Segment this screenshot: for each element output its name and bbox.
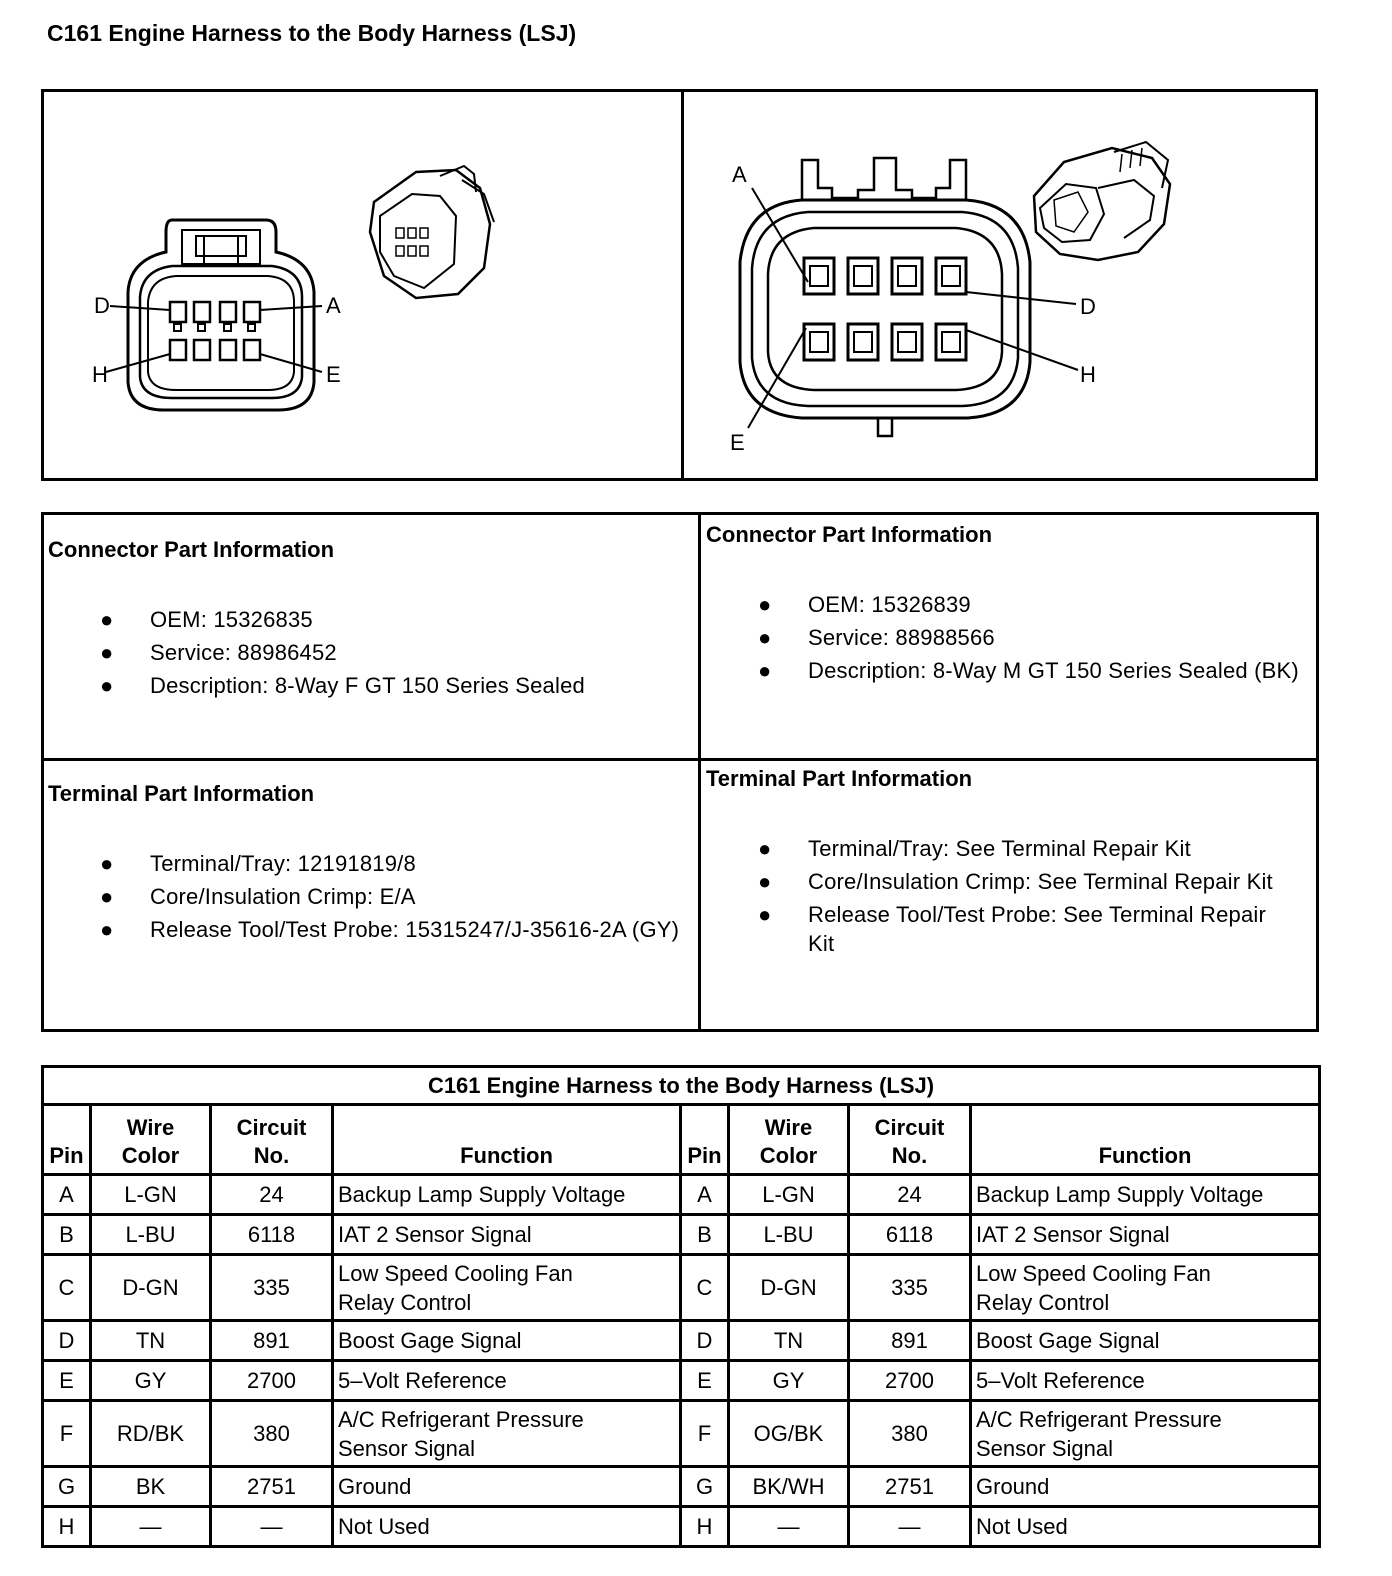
left-pin-label-a: A xyxy=(326,293,341,318)
cell-circuit: 2751 xyxy=(211,1467,333,1507)
cell-function: Not Used xyxy=(971,1507,1320,1547)
cell-wire-color: D-GN xyxy=(91,1255,211,1321)
table-row xyxy=(43,1361,1320,1401)
right-pin-label-e: E xyxy=(730,430,745,455)
cell-pin: B xyxy=(681,1215,729,1255)
cell-circuit: 335 xyxy=(211,1255,333,1321)
cell-function: Low Speed Cooling Fan Relay Control xyxy=(333,1255,681,1321)
left-terminal-release-tool: Release Tool/Test Probe: 15315247/J-35616-2A (GY) xyxy=(150,917,680,942)
list-item xyxy=(706,623,1316,652)
cell-function: Boost Gage Signal xyxy=(333,1321,681,1361)
cell-circuit: 2700 xyxy=(211,1361,333,1401)
cell-circuit: 335 xyxy=(849,1255,971,1321)
cell-wire-color: L-BU xyxy=(729,1215,849,1255)
cell-circuit: — xyxy=(211,1507,333,1547)
header-circuit-right: Circuit No. xyxy=(849,1105,971,1175)
cell-circuit: 380 xyxy=(849,1401,971,1467)
cell-circuit: 6118 xyxy=(211,1215,333,1255)
right-pin-label-d: D xyxy=(1080,294,1096,319)
bullet-icon: ● xyxy=(758,836,772,861)
bullet-icon: ● xyxy=(758,592,772,617)
list-item xyxy=(706,867,1316,896)
right-terminal-heading: Terminal Part Information xyxy=(706,766,973,791)
header-circuit-left: Circuit No. xyxy=(211,1105,333,1175)
table-row xyxy=(43,1321,1320,1361)
female-connector-diagram xyxy=(44,92,680,478)
bullet-icon: ● xyxy=(758,625,772,650)
left-pin-label-h: H xyxy=(92,362,108,387)
table-header-row xyxy=(43,1105,1320,1175)
page-title: C161 Engine Harness to the Body Harness (LSJ) xyxy=(47,20,577,46)
cell-circuit: 24 xyxy=(849,1175,971,1215)
left-terminal-tray: Terminal/Tray: 12191819/8 xyxy=(150,851,416,876)
right-connector-description: Description: 8-Way M GT 150 Series Sealed (BK) xyxy=(808,658,1299,683)
cell-wire-color: L-GN xyxy=(729,1175,849,1215)
cell-function: Boost Gage Signal xyxy=(971,1321,1320,1361)
left-connector-oem: OEM: 15326835 xyxy=(150,607,313,632)
cell-pin: F xyxy=(681,1401,729,1467)
right-pin-label-h: H xyxy=(1080,362,1096,387)
right-terminal-tray: Terminal/Tray: See Terminal Repair Kit xyxy=(808,836,1191,861)
left-connector-description: Description: 8-Way F GT 150 Series Sealed xyxy=(150,673,585,698)
cell-pin: G xyxy=(43,1467,91,1507)
left-connector-service: Service: 88986452 xyxy=(150,640,337,665)
right-connector-oem: OEM: 15326839 xyxy=(808,592,971,617)
bullet-icon: ● xyxy=(100,640,114,665)
cell-function: Backup Lamp Supply Voltage xyxy=(333,1175,681,1215)
list-item xyxy=(48,605,693,634)
cell-function: 5–Volt Reference xyxy=(333,1361,681,1401)
list-item xyxy=(48,671,693,700)
cell-pin: C xyxy=(43,1255,91,1321)
left-terminal-heading: Terminal Part Information xyxy=(48,781,315,806)
cell-wire-color: BK/WH xyxy=(729,1467,849,1507)
cell-circuit: 6118 xyxy=(849,1215,971,1255)
bullet-icon: ● xyxy=(100,884,114,909)
header-pin-right: Pin xyxy=(681,1105,729,1175)
table-row xyxy=(43,1467,1320,1507)
cell-pin: A xyxy=(681,1175,729,1215)
table-row xyxy=(43,1255,1320,1321)
table-row xyxy=(43,1175,1320,1215)
cell-circuit: 2700 xyxy=(849,1361,971,1401)
cell-function: 5–Volt Reference xyxy=(971,1361,1320,1401)
left-terminal-crimp: Core/Insulation Crimp: E/A xyxy=(150,884,416,909)
cell-function: Backup Lamp Supply Voltage xyxy=(971,1175,1320,1215)
info-horizontal-divider-right xyxy=(699,758,1319,761)
cell-wire-color: L-GN xyxy=(91,1175,211,1215)
right-terminal-crimp: Core/Insulation Crimp: See Terminal Repair Kit xyxy=(808,869,1273,894)
list-item xyxy=(706,900,1316,958)
bullet-icon: ● xyxy=(100,607,114,632)
left-connector-list xyxy=(48,605,693,700)
list-item xyxy=(48,882,693,911)
cell-pin: G xyxy=(681,1467,729,1507)
cell-wire-color: GY xyxy=(729,1361,849,1401)
cell-function: Not Used xyxy=(333,1507,681,1547)
bullet-icon: ● xyxy=(758,902,772,927)
cell-pin: H xyxy=(43,1507,91,1547)
right-connector-info xyxy=(706,522,1316,689)
cell-pin: E xyxy=(43,1361,91,1401)
part-information-grid xyxy=(41,512,1319,1032)
list-item xyxy=(48,638,693,667)
list-item xyxy=(48,915,693,944)
left-connector-info xyxy=(48,537,693,704)
list-item xyxy=(706,834,1316,863)
table-row xyxy=(43,1215,1320,1255)
cell-pin: D xyxy=(43,1321,91,1361)
cell-function: A/C Refrigerant Pressure Sensor Signal xyxy=(333,1401,681,1467)
right-pin-label-a: A xyxy=(732,162,747,187)
table-row xyxy=(43,1401,1320,1467)
header-pin-left: Pin xyxy=(43,1105,91,1175)
cell-pin: B xyxy=(43,1215,91,1255)
cell-wire-color: BK xyxy=(91,1467,211,1507)
info-horizontal-divider-left xyxy=(44,758,699,761)
left-pin-label-e: E xyxy=(326,362,341,387)
cell-function: IAT 2 Sensor Signal xyxy=(971,1215,1320,1255)
right-connector-service: Service: 88988566 xyxy=(808,625,995,650)
right-connector-heading: Connector Part Information xyxy=(706,522,993,547)
cell-function: Ground xyxy=(333,1467,681,1507)
right-connector-list xyxy=(706,590,1316,685)
left-terminal-info xyxy=(48,781,693,948)
header-wire-color-left: Wire Color xyxy=(91,1105,211,1175)
pinout-table xyxy=(41,1065,1321,1548)
cell-wire-color: TN xyxy=(729,1321,849,1361)
table-row xyxy=(43,1507,1320,1547)
list-item xyxy=(48,849,693,878)
male-connector-diagram xyxy=(684,92,1320,478)
bullet-icon: ● xyxy=(100,851,114,876)
right-terminal-list xyxy=(706,834,1316,958)
bullet-icon: ● xyxy=(758,658,772,683)
header-wire-color-right: Wire Color xyxy=(729,1105,849,1175)
cell-wire-color: — xyxy=(91,1507,211,1547)
table-caption: C161 Engine Harness to the Body Harness (LSJ) xyxy=(43,1067,1320,1105)
right-terminal-info xyxy=(706,766,1316,962)
bullet-icon: ● xyxy=(758,869,772,894)
cell-wire-color: D-GN xyxy=(729,1255,849,1321)
list-item xyxy=(706,656,1316,685)
left-terminal-list xyxy=(48,849,693,944)
left-pin-label-d: D xyxy=(94,293,110,318)
header-function-right: Function xyxy=(971,1105,1320,1175)
info-vertical-divider xyxy=(698,515,701,1029)
cell-pin: H xyxy=(681,1507,729,1547)
cell-circuit: — xyxy=(849,1507,971,1547)
cell-circuit: 2751 xyxy=(849,1467,971,1507)
cell-wire-color: GY xyxy=(91,1361,211,1401)
bullet-icon: ● xyxy=(100,917,114,942)
connector-diagram-frame xyxy=(41,89,1318,481)
cell-function: A/C Refrigerant Pressure Sensor Signal xyxy=(971,1401,1320,1467)
cell-circuit: 24 xyxy=(211,1175,333,1215)
cell-pin: E xyxy=(681,1361,729,1401)
cell-circuit: 380 xyxy=(211,1401,333,1467)
cell-function: Low Speed Cooling Fan Relay Control xyxy=(971,1255,1320,1321)
cell-pin: F xyxy=(43,1401,91,1467)
cell-wire-color: RD/BK xyxy=(91,1401,211,1467)
cell-wire-color: OG/BK xyxy=(729,1401,849,1467)
cell-pin: D xyxy=(681,1321,729,1361)
cell-wire-color: TN xyxy=(91,1321,211,1361)
cell-pin: C xyxy=(681,1255,729,1321)
cell-pin: A xyxy=(43,1175,91,1215)
right-terminal-release-tool: Release Tool/Test Probe: See Terminal Repair Kit xyxy=(808,902,1267,956)
cell-wire-color: — xyxy=(729,1507,849,1547)
cell-function: Ground xyxy=(971,1467,1320,1507)
cell-function: IAT 2 Sensor Signal xyxy=(333,1215,681,1255)
bullet-icon: ● xyxy=(100,673,114,698)
header-function-left: Function xyxy=(333,1105,681,1175)
cell-circuit: 891 xyxy=(849,1321,971,1361)
cell-wire-color: L-BU xyxy=(91,1215,211,1255)
cell-circuit: 891 xyxy=(211,1321,333,1361)
left-connector-heading: Connector Part Information xyxy=(48,537,335,562)
list-item xyxy=(706,590,1316,619)
